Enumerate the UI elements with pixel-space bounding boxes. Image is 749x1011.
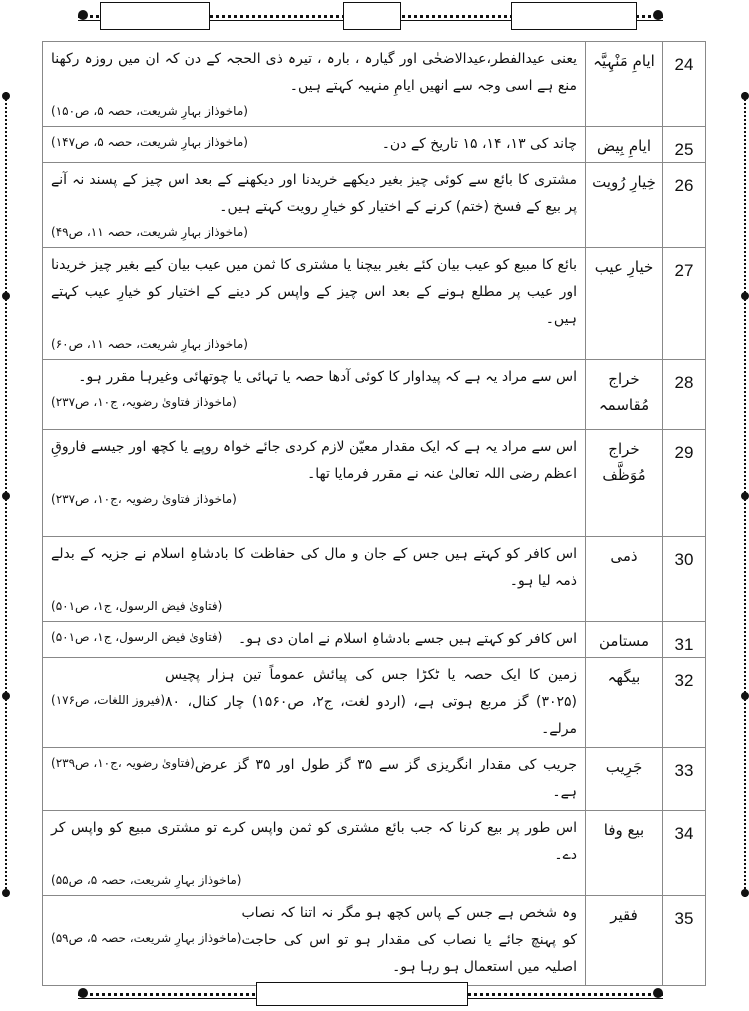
row-number: 24 xyxy=(663,42,706,127)
definition-text: اس کافر کو کہتے ہیں جس کے جان و مال کی حفاظت کا بادشاہِ اسلام نے جزیہ کے بدلے ذمہ لیا ہو۔ xyxy=(51,546,577,589)
header-box-left xyxy=(100,2,210,30)
source-citation: (ماخوذاز بہارِ شریعت، حصہ ۵، ص۵۵) xyxy=(51,873,242,887)
source-citation: (ماخوذاز بہارِ شریعت، حصہ ۵، ص۱۵۰) xyxy=(51,104,248,118)
term-cell: فقیر xyxy=(586,896,663,986)
row-number: 35 xyxy=(663,896,706,986)
term-cell: ایامِ بِیض xyxy=(586,127,663,163)
footer-box xyxy=(256,982,468,1006)
definition-text: چاند کی ۱۳، ۱۴، ۱۵ تاریخ کے دن۔ xyxy=(381,136,577,152)
table-row xyxy=(43,658,706,748)
definition-text: بائع کا مبیع کو عیب بیان کئے بغیر بیچنا یا مشتری کا ثمن میں عیب بیان کیے بغیر چیز خریدنا اور عیب پر مطلع ہونے کے بعد اس چیز کے واپس کر دینے کے اختیار کو خیارِ عیب کہتے ہیں۔ xyxy=(51,257,577,327)
term-cell: خِیارِ رُویت xyxy=(586,163,663,248)
source-citation: (فیروز اللغات، ص۱۷۶) xyxy=(51,693,165,707)
definition-text: جریب کی مقدار انگریزی گز سے ۳۵ گز طول اور ۳۵ گز عرض ہے۔ xyxy=(194,757,577,800)
definition-text: زمین کا ایک حصہ یا ٹکڑا جس کی پیائش عموماً تین ہزار پچیس (۳۰۲۵) گز مربع ہوتی ہے، (اردو لغت، ج۲، ص۱۵۶۰) چار کنال، ۸۰ مرلے۔ xyxy=(165,667,577,737)
row-number: 31 xyxy=(663,622,706,658)
definition-cell xyxy=(43,811,586,896)
term-cell: بیگھہ xyxy=(586,658,663,748)
source-citation: (ماخوذاز بہارِ شریعت، حصہ ۱۱، ص۴۹) xyxy=(51,225,248,239)
ornament-dot xyxy=(653,10,663,20)
row-number: 33 xyxy=(663,748,706,811)
definition-cell xyxy=(43,896,586,986)
definition-cell xyxy=(43,163,586,248)
definition-text: اس سے مراد یہ ہے کہ ایک مقدار معیّن لازم کردی جائے خواہ روپے یا کچھ اور جیسے فاروقِ اعظم رضی اللہ تعالیٰ عنہ نے مقرر فرمایا تھا۔ xyxy=(51,439,577,482)
source-citation: (فتاویٰ فیض الرسول، ج۱، ص۵۰۱) xyxy=(51,630,223,644)
table-row xyxy=(43,248,706,360)
row-number: 30 xyxy=(663,537,706,622)
source-citation: (فتاویٰ رضویہ ،ج۱۰، ص۲۳۹) xyxy=(51,756,195,770)
ornament-dot xyxy=(653,988,663,998)
table-row xyxy=(43,622,706,658)
table-row xyxy=(43,537,706,622)
header-ornament xyxy=(78,0,663,30)
row-number: 29 xyxy=(663,430,706,537)
source-citation: (ماخوذاز فتاویٰ رضویہ ،ج۱۰، ص۲۳۷) xyxy=(51,492,237,506)
term-cell: بیع وفا xyxy=(586,811,663,896)
table-row xyxy=(43,42,706,127)
source-citation: (ماخوذاز بہارِ شریعت، حصہ ۵، ص۱۴۷) xyxy=(51,135,248,149)
source-citation: (ماخوذاز بہارِ شریعت، حصہ ۱۱، ص۶۰) xyxy=(51,337,248,351)
table-row xyxy=(43,748,706,811)
ornament-dot xyxy=(78,988,88,998)
table-row xyxy=(43,896,706,986)
definition-cell xyxy=(43,748,586,811)
definition-text: اس طور پر بیع کرنا کہ جب بائع مشتری کو ثمن واپس کرے تو مشتری مبیع کو واپس کر دے۔ xyxy=(51,820,577,863)
definition-text: یعنی عیدالفطر،عیدالاضحٰی اور گیارہ ، بارہ ، تیرہ ذی الحجہ کے دن کہ ان میں روزہ رکھنا منع ہے اسی وجہ سے انھیں ایامِ منہیہ کہتے ہیں۔ xyxy=(51,51,577,94)
row-number: 28 xyxy=(663,360,706,430)
right-border-chain xyxy=(741,92,749,897)
row-number: 27 xyxy=(663,248,706,360)
table-row xyxy=(43,163,706,248)
term-cell: مستامن xyxy=(586,622,663,658)
definition-text: وہ شخص ہے جس کے پاس کچھ ہو مگر نہ اتنا کہ نصاب کو پہنچ جائے یا نصاب کی مقدار ہو تو اس کی حاجت اصلیہ میں استعمال ہو رہا ہو۔ xyxy=(241,905,577,975)
definition-cell xyxy=(43,127,586,163)
definition-cell xyxy=(43,537,586,622)
source-citation: (ماخوذاز فتاویٰ رضویہ، ج۱۰، ص۲۳۷) xyxy=(51,395,237,409)
term-cell: خراج مُقاسمہ xyxy=(586,360,663,430)
definition-cell xyxy=(43,248,586,360)
definition-cell xyxy=(43,42,586,127)
definition-cell xyxy=(43,658,586,748)
row-number: 25 xyxy=(663,127,706,163)
header-box-center xyxy=(343,2,401,30)
source-citation: (فتاویٰ فیض الرسول، ج۱، ص۵۰۱) xyxy=(51,599,223,613)
left-border-chain xyxy=(2,92,10,897)
term-cell: خیارِ عیب xyxy=(586,248,663,360)
term-cell: ایامِ مَنْہِیَّہ xyxy=(586,42,663,127)
row-number: 34 xyxy=(663,811,706,896)
table-row xyxy=(43,360,706,430)
definition-cell xyxy=(43,360,586,430)
definition-cell xyxy=(43,622,586,658)
definition-text: اس کافر کو کہتے ہیں جسے بادشاہِ اسلام نے امان دی ہو۔ xyxy=(237,631,577,647)
ornament-dot xyxy=(78,10,88,20)
header-box-right xyxy=(511,2,637,30)
term-cell: خراج مُوَظَّف xyxy=(586,430,663,537)
table-row xyxy=(43,430,706,537)
row-number: 32 xyxy=(663,658,706,748)
glossary-table xyxy=(42,41,706,986)
term-cell: ذمی xyxy=(586,537,663,622)
row-number: 26 xyxy=(663,163,706,248)
term-cell: جَرِیب xyxy=(586,748,663,811)
definition-text: اس سے مراد یہ ہے کہ پیداوار کا کوئی آدھا حصہ یا تہائی یا چوتھائی وغیرہا مقرر ہو۔ xyxy=(78,369,577,385)
footer-ornament xyxy=(78,978,663,1008)
definition-cell xyxy=(43,430,586,537)
table-row xyxy=(43,127,706,163)
definition-text: مشتری کا بائع سے کوئی چیز بغیر دیکھے خریدنا اور دیکھنے کے بعد اس چیز کے پسند نہ آنے پر بیع کے فسخ (ختم) کرنے کے اختیار کو خیارِ رویت کہتے ہیں۔ xyxy=(51,172,577,215)
table-row xyxy=(43,811,706,896)
source-citation: (ماخوذاز بہارِ شریعت، حصہ ۵، ص۵۹) xyxy=(51,931,242,945)
